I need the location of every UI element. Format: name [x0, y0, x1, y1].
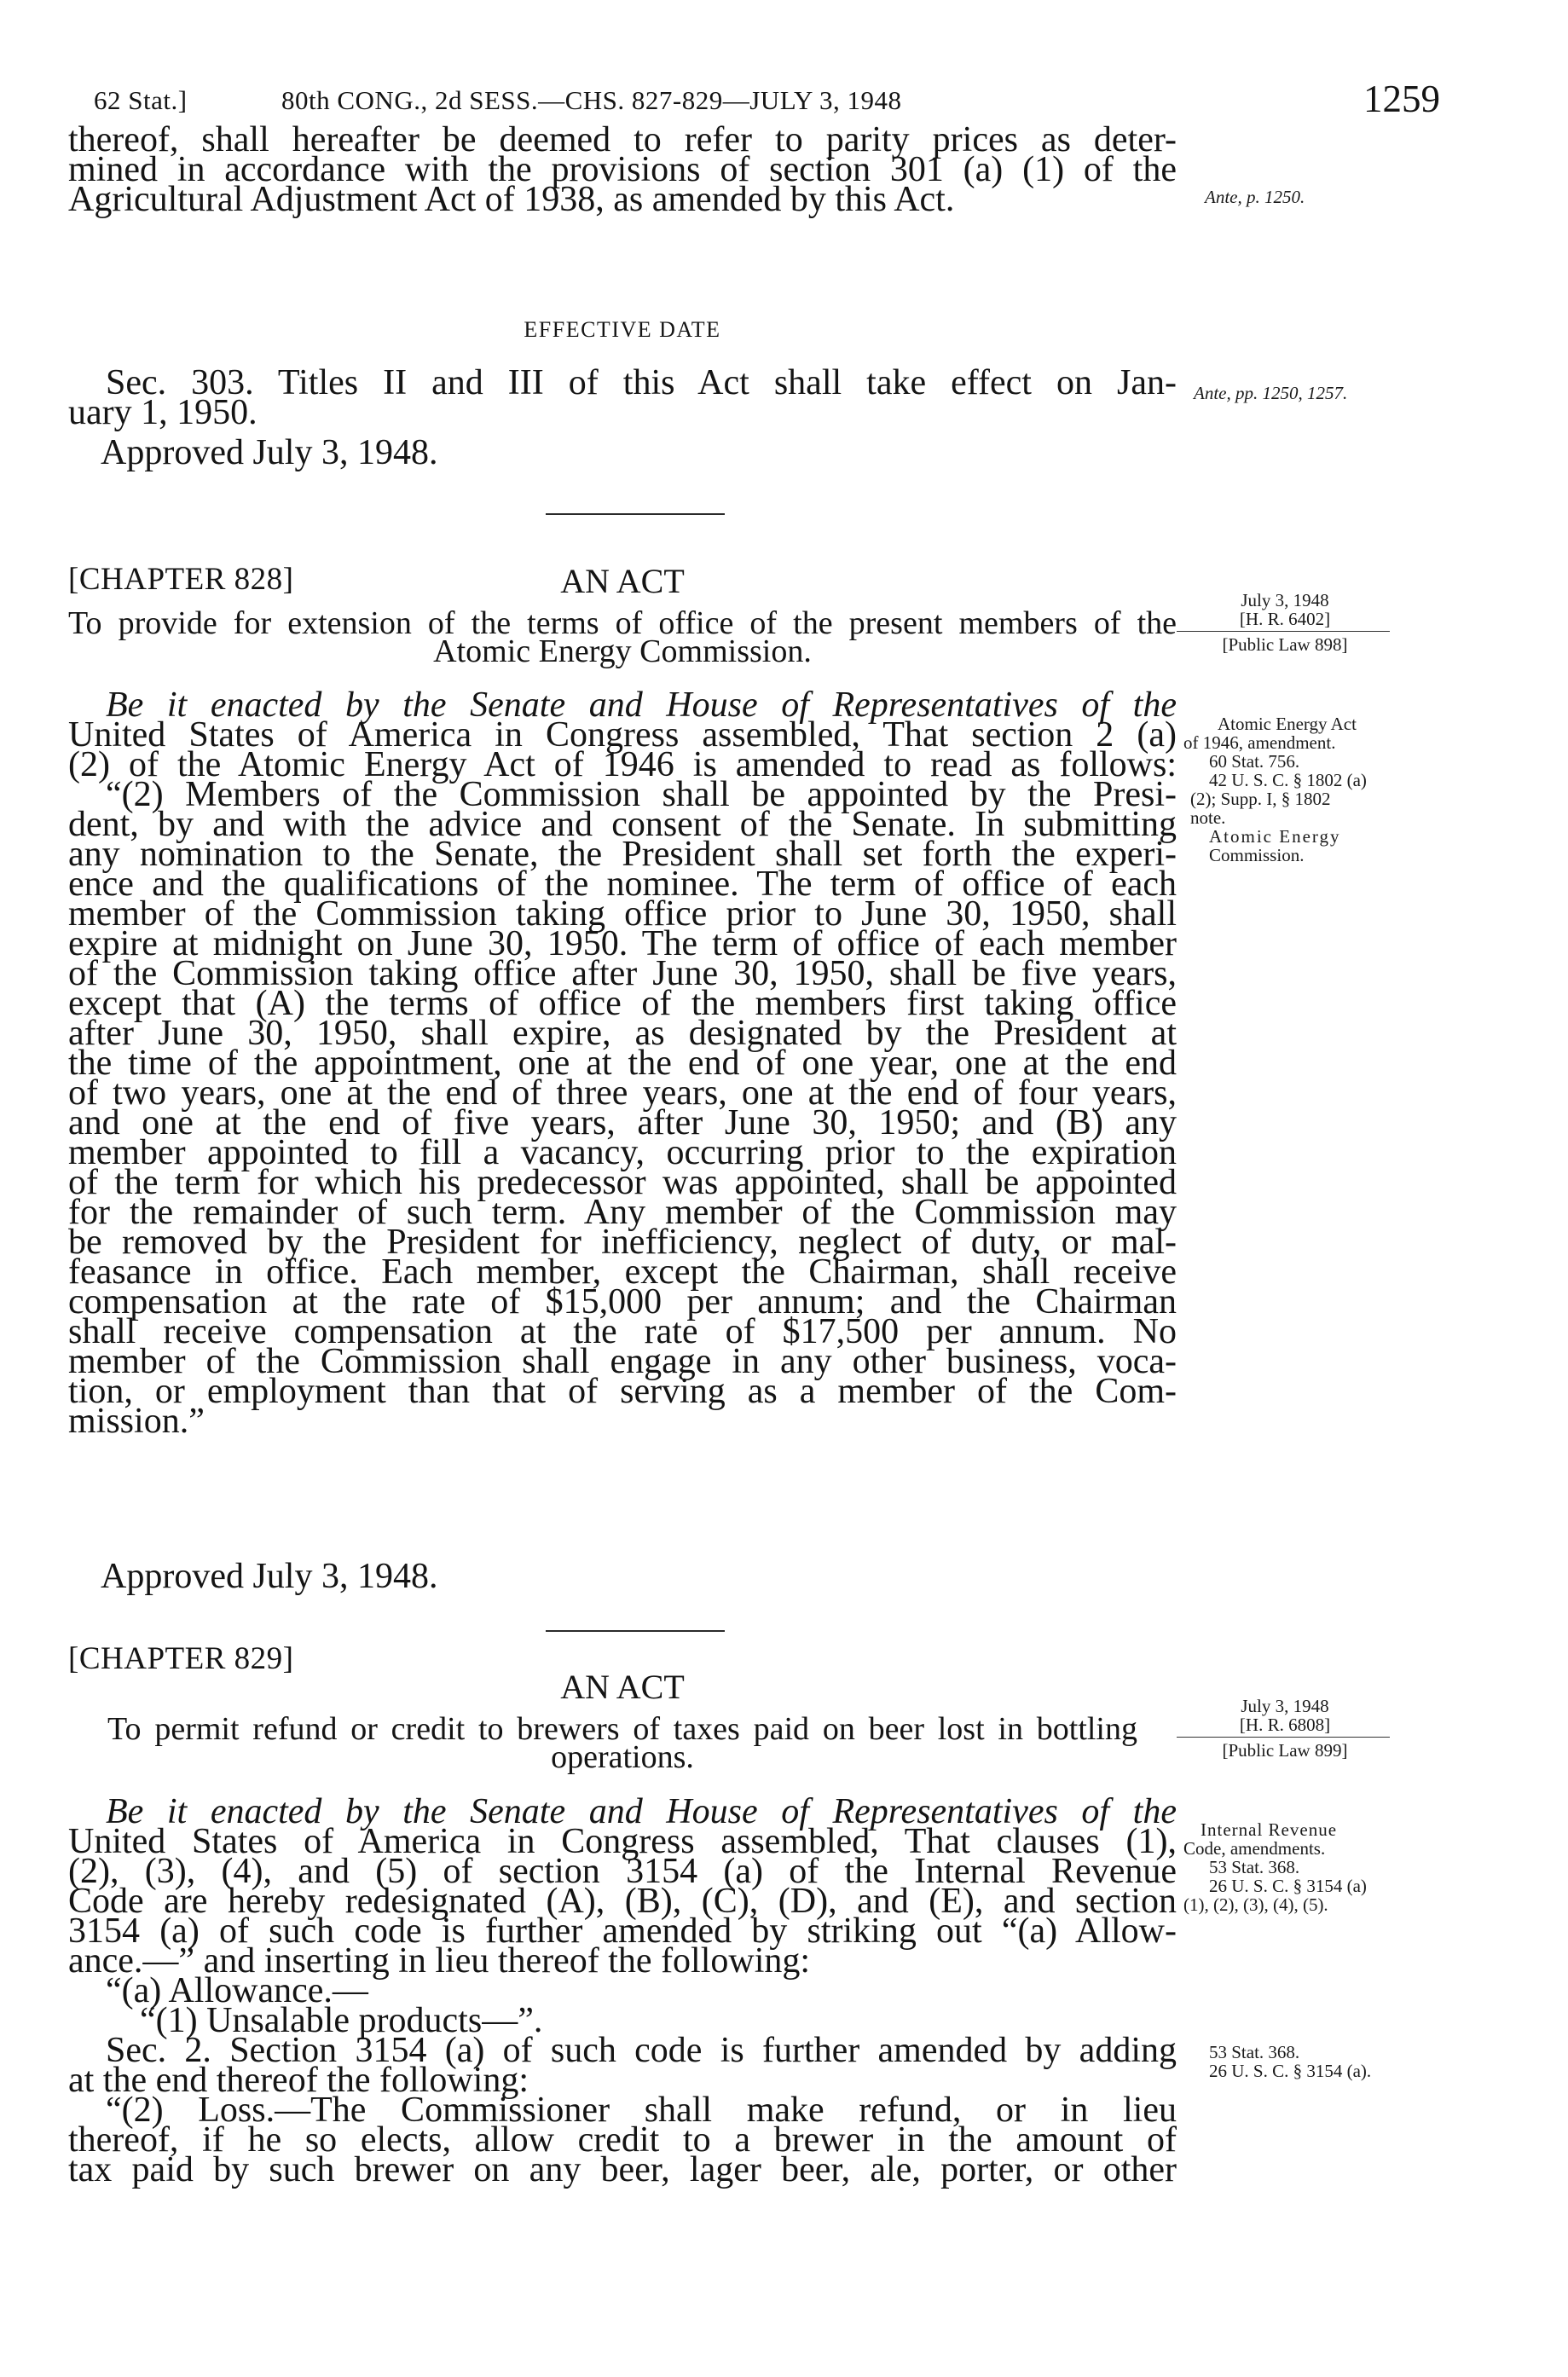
text-line: “(2) Loss.—The Commissioner shall make refund, or in lieu — [106, 2091, 1177, 2130]
chapter-828-label: [CHAPTER 828] — [68, 562, 294, 597]
unsalable-line: “(1) Unsalable products—”. — [140, 2001, 543, 2040]
text-line: Sec. 303. Titles II and III of this Act shall take effect on Jan- — [106, 363, 1177, 402]
margin-note: 26 U. S. C. § 3154 (a) — [1209, 1876, 1367, 1896]
text-line: (2) of the Atomic Energy Act of 1946 is amended to read as follows: — [68, 745, 1177, 784]
text-line: dent, by and with the advice and consent of the Senate. In submitting — [68, 805, 1177, 844]
text-line: of two years, one at the end of three years, one at the end of four years, — [68, 1073, 1177, 1113]
effective-date-heading: EFFECTIVE DATE — [524, 317, 721, 342]
approved-statement: Approved July 3, 1948. — [101, 433, 438, 472]
text-line: thereof, if he so elects, allow credit to a brewer in the amount of — [68, 2120, 1177, 2160]
sidenote-rule — [1177, 1737, 1390, 1738]
sec2-paragraph — [68, 2031, 1177, 2100]
an-act-heading: AN ACT — [560, 1668, 685, 1706]
margin-note: Atomic Energy — [1209, 826, 1341, 847]
title-line: Atomic Energy Commission. — [433, 633, 812, 669]
text-line: United States of America in Congress assembled, That section 2 (a) — [68, 715, 1177, 755]
text-line: Agricultural Adjustment Act of 1938, as amended by this Act. — [68, 180, 955, 219]
title-line: To permit refund or credit to brewers of taxes paid on beer lost in bottling — [107, 1711, 1137, 1747]
title-line: To provide for extension of the terms of office of the present members of the — [68, 605, 1177, 641]
text-line: member of the Commission taking office prior to June 30, 1950, shall — [68, 894, 1177, 934]
text-line: uary 1, 1950. — [68, 393, 257, 432]
text-line: thereof, shall hereafter be deemed to refer to parity prices as deter- — [68, 120, 1177, 159]
enacting-clause-829 — [68, 1792, 1177, 1981]
margin-note: (1), (2), (3), (4), (5). — [1183, 1894, 1328, 1915]
sidenote-rule — [1177, 631, 1390, 632]
margin-note: Atomic Energy Act — [1218, 714, 1357, 734]
margin-note: Code, amendments. — [1183, 1838, 1326, 1859]
text-line: 3154 (a) of such code is further amended by striking out “(a) Allow- — [68, 1911, 1177, 1951]
text-line: ance.—” and inserting in lieu thereof the following: — [68, 1941, 811, 1981]
text-line: after June 30, 1950, shall expire, as designated by the President at — [68, 1014, 1177, 1053]
text-line: United States of America in Congress assembled, That clauses (1), — [68, 1822, 1177, 1861]
public-law-828: [Public Law 898] — [1222, 634, 1348, 655]
approved-statement-828: Approved July 3, 1948. — [101, 1557, 438, 1596]
text-line: any nomination to the Senate, the President shall set forth the experi- — [68, 835, 1177, 874]
margin-notes-828 — [1183, 714, 1367, 865]
loss-paragraph — [68, 2091, 1177, 2189]
margin-notes-829 — [1183, 1820, 1367, 1914]
margin-note: Commission. — [1209, 845, 1305, 865]
enacting-clause-828 — [68, 685, 1177, 784]
text-line: at the end thereof the following: — [68, 2061, 529, 2100]
text-line: and one at the end of five years, after June 30, 1950; and (B) any — [68, 1103, 1177, 1142]
text-line: “(2) Members of the Commission shall be appointed by the Presi- — [106, 775, 1177, 814]
text-line: tion, or employment than that of serving as a member of the Com- — [68, 1372, 1177, 1411]
margin-note: 53 Stat. 368. — [1209, 2042, 1300, 2062]
running-head-left: 62 Stat.] — [94, 85, 188, 115]
margin-note: of 1946, amendment. — [1183, 732, 1336, 753]
title-line: operations. — [551, 1739, 694, 1775]
chapter-829-label: [CHAPTER 829] — [68, 1641, 294, 1676]
separator-rule — [546, 513, 725, 515]
margin-notes-829-sec2 — [1209, 2043, 1371, 2080]
margin-note: 42 U. S. C. § 1802 (a) — [1209, 770, 1367, 790]
margin-note: 53 Stat. 368. — [1209, 1857, 1300, 1877]
text-line: be removed by the President for inefficiency, neglect of duty, or mal- — [68, 1223, 1177, 1262]
bill-number-829: [H. R. 6808] — [1239, 1715, 1331, 1735]
continuation-paragraph — [68, 120, 1177, 219]
text-line: tax paid by such brewer on any beer, lager beer, ale, porter, or other — [68, 2150, 1177, 2189]
text-line: of the term for which his predecessor was appointed, shall be appointed — [68, 1163, 1177, 1202]
margin-note: 26 U. S. C. § 3154 (a). — [1209, 2061, 1372, 2081]
text-line: Be it enacted by the Senate and House of Representatives of the — [106, 685, 1177, 725]
margin-note: 60 Stat. 756. — [1209, 751, 1300, 772]
text-line: shall receive compensation at the rate of $17,500 per annum. No — [68, 1312, 1177, 1351]
margin-note: note. — [1190, 807, 1226, 828]
margin-note: (2); Supp. I, § 1802 — [1190, 789, 1331, 809]
margin-note-sec303: Ante, pp. 1250, 1257. — [1194, 383, 1348, 403]
text-line: except that (A) the terms of office of the members first taking office — [68, 984, 1177, 1023]
running-head-center: 80th CONG., 2d SESS.—CHS. 827-829—JULY 3, 1948 — [281, 85, 902, 115]
text-line: member of the Commission shall engage in any other business, voca- — [68, 1342, 1177, 1381]
text-line: feasance in office. Each member, except the Chairman, shall receive — [68, 1252, 1177, 1292]
text-line: mined in accordance with the provisions of section 301 (a) (1) of the — [68, 150, 1177, 189]
text-line: member appointed to fill a vacancy, occurring prior to the expiration — [68, 1133, 1177, 1172]
public-law-829: [Public Law 899] — [1222, 1740, 1348, 1761]
text-line: expire at midnight on June 30, 1950. The term of office of each member — [68, 924, 1177, 963]
text-line: for the remainder of such term. Any member of the Commission may — [68, 1193, 1177, 1232]
sec303-paragraph — [68, 363, 1177, 432]
act-title-829 — [68, 1711, 1177, 1775]
margin-note-ante: Ante, p. 1250. — [1205, 187, 1305, 207]
text-line: Code are hereby redesignated (A), (B), (C), (D), and (E), and section — [68, 1882, 1177, 1921]
an-act-heading: AN ACT — [560, 562, 685, 600]
allowance-line: “(a) Allowance.— — [106, 1971, 368, 2010]
text-line: ence and the qualifications of the nominee. The term of office of each — [68, 865, 1177, 904]
page-number: 1259 — [1363, 78, 1440, 120]
text-line: mission.” — [68, 1402, 205, 1441]
text-line: of the Commission taking office after June 30, 1950, shall be five years, — [68, 954, 1177, 993]
margin-note: Internal Revenue — [1201, 1819, 1338, 1840]
bill-number-828: [H. R. 6402] — [1239, 609, 1331, 629]
law-date-828: July 3, 1948 — [1241, 590, 1329, 610]
text-line: the time of the appointment, one at the end of one year, one at the end — [68, 1044, 1177, 1083]
text-line: Be it enacted by the Senate and House of Representatives of the — [106, 1792, 1177, 1831]
text-line: Sec. 2. Section 3154 (a) of such code is further amended by adding — [106, 2031, 1177, 2070]
separator-rule — [546, 1630, 725, 1632]
amended-text-828 — [68, 775, 1177, 1441]
text-line: compensation at the rate of $15,000 per annum; and the Chairman — [68, 1282, 1177, 1322]
law-date-829: July 3, 1948 — [1241, 1696, 1329, 1716]
text-line: (2), (3), (4), and (5) of section 3154 (a) of the Internal Revenue — [68, 1852, 1177, 1891]
act-title-828 — [68, 605, 1177, 669]
